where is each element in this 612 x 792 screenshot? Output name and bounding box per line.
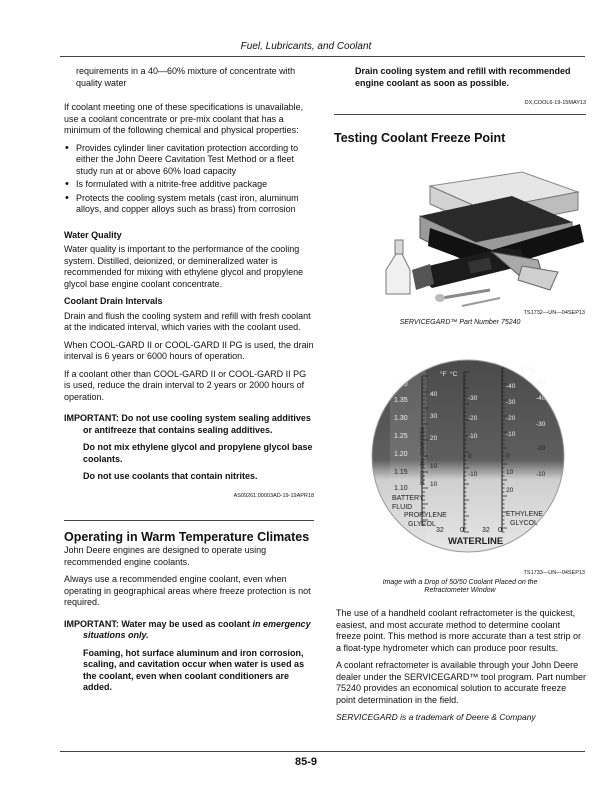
scale-value: -20: [506, 415, 516, 422]
scale-value: -20: [468, 415, 478, 422]
water-quality-text: Water quality is important to the performance of the cooling system. Distilled, deionized, or demineralized water is recommended for mixing with ethylene glycol and propylene glycol base engine coolant concentrate.: [64, 244, 304, 289]
list-item: • Protects the cooling system metals (cast iron, aluminum alloys, and copper alloys such as brass) from corrosion: [64, 193, 314, 216]
scale-label: 1.40: [394, 381, 408, 388]
scale-caption: PROPYLENE: [404, 512, 447, 519]
scale-value: 0: [498, 527, 502, 534]
coolant-requirements-paragraph: If coolant meeting one of these specifications is unavailable, use a coolant concentrate or pre-mix coolant that has a minimum of the following chemical and physical properties:: [64, 102, 304, 135]
scale-value: -40: [536, 395, 546, 402]
scale-value: -30: [506, 399, 516, 406]
waterline-label: WATERLINE: [448, 536, 504, 547]
water-quality-heading: Water Quality: [64, 229, 122, 240]
figure-caption: [334, 579, 586, 595]
scale-label: 1.35: [394, 397, 408, 404]
right-column: [334, 66, 586, 146]
other-coolant-interval-text: If a coolant other than COOL-GARD II or COOL-GARD II PG is used, reduce the drain interval to 2 years or 2000 hours of operation.: [64, 368, 307, 402]
scale-value: -20: [536, 445, 546, 452]
right-column-lower: [336, 608, 586, 730]
figure-caption-line: Image with a Drop of 50/50 Coolant Placed on the: [382, 579, 538, 586]
cont-paragraph: requirements in a 40—60% mixture of concentrate with quality water: [76, 66, 296, 88]
important-corrosion-text: Foaming, hot surface aluminum and iron corrosion, scaling, and cavitation occur when water is used as the coolant, even when coolant conditioners are added.: [83, 647, 305, 692]
important-mixing-text: Do not mix ethylene glycol and propylene glycol base coolants.: [83, 442, 313, 464]
scale-value: -10: [468, 433, 478, 440]
scale-value: -30: [468, 395, 478, 402]
scale-caption: GLYCOL: [408, 521, 436, 528]
scale-caption: ETHYLENE: [506, 511, 543, 518]
scale-value: -10: [506, 431, 516, 438]
unit-label: °C: [450, 371, 458, 378]
warm-climates-text: John Deere engines are designed to operate using recommended engine coolants.: [64, 545, 267, 567]
scale-label: 1.20: [394, 451, 408, 458]
cool-gard-interval-text: When COOL-GARD II or COOL-GARD II PG is used, the drain interval is 6 years or 6000 hours of operation.: [64, 339, 314, 361]
scale-value: 10: [430, 463, 438, 470]
important-water-text: [64, 619, 314, 642]
footer-rule: [60, 751, 585, 752]
scale-label: 1.10: [394, 485, 408, 492]
reference-code: DX,COOL6-19-15MAY13: [524, 100, 586, 106]
drain-refill-text: Drain cooling system and refill with recommended engine coolant as soon as possible.: [355, 66, 571, 88]
scale-value: 0: [460, 527, 464, 534]
scale-value: -30: [536, 421, 546, 428]
recommended-coolant-text: Always use a recommended engine coolant, even when operating in geographical areas where freeze protection is not required.: [64, 574, 311, 607]
page-number: 85-9: [294, 756, 318, 768]
list-item: • Is formulated with a nitrite-free additive package: [64, 179, 314, 191]
scale-value: 10: [430, 481, 438, 488]
list-item: • Provides cylinder liner cavitation protection according to either the John Deere Cavitation Test Method or a fleet study run at or above 60% load capacity: [64, 143, 314, 178]
left-column: [64, 66, 314, 700]
section-rule: [64, 520, 314, 521]
scale-caption: FLUID: [392, 504, 413, 511]
freeze-point-heading: Testing Coolant Freeze Point: [334, 130, 506, 145]
page-header: Fuel, Lubricants, and Coolant: [240, 41, 372, 52]
scale-label: 1.15: [394, 469, 408, 476]
important-sealing-text: IMPORTANT: Do not use cooling system sealing additives or antifreeze that contains sealing additives.: [64, 413, 311, 435]
drain-intervals-text: Drain and flush the cooling system and refill with fresh coolant at the indicated interval, which varies with the coolant used.: [64, 310, 311, 332]
scale-caption: GLYCOL: [510, 520, 538, 527]
figure-reference: TS1733—UN—04SEP13: [523, 570, 585, 576]
warm-climates-heading: Operating in Warm Temperature Climates: [64, 530, 310, 544]
scale-value: 32: [436, 527, 444, 534]
drain-intervals-heading: Coolant Drain Intervals: [64, 296, 163, 306]
important-nitrites-text: Do not use coolants that contain nitrites.: [83, 471, 258, 481]
important-water-lead: IMPORTANT: Water may be used as coolant: [64, 618, 253, 629]
scale-value: 40: [430, 391, 438, 398]
refractometer-scale-figure: [370, 358, 566, 554]
scale-value: 0: [506, 453, 510, 460]
scale-label: 1.30: [394, 415, 408, 422]
recharge-label: RECHARGE FAIR GOOD: [418, 428, 424, 486]
scale-value: -50: [536, 379, 546, 386]
important-notice-water: [64, 619, 314, 694]
scale-value: 20: [430, 435, 438, 442]
refractometer-method-text: The use of a handheld coolant refractometer is the quickest, easiest, and most accurate method to determine coolant freeze point. This method is more accurate than a test strip or a float-type hydrometer which can produce poor results.: [336, 608, 581, 653]
properties-list: [64, 143, 314, 216]
scale-value: 30: [430, 413, 438, 420]
reference-code: AS09261,00003AD-19-19APR18: [233, 492, 314, 499]
scale-value: 32: [482, 527, 490, 534]
figure-reference: TS1732—UN—04SEP13: [523, 310, 585, 316]
unit-label: °F: [440, 371, 447, 378]
unit-label: °C: [528, 367, 536, 374]
scale-value: 10: [506, 469, 514, 476]
scale-value: -40: [506, 383, 516, 390]
refractometer-kit-figure: [372, 170, 588, 315]
header-rule: [60, 56, 585, 57]
servicegard-availability-text: A coolant refractometer is available through your John Deere dealer under the SERVICEGARD™ tool program. Part number 75240 provides an economical solution to accurate freeze point determination in the field.: [336, 660, 586, 705]
scale-value: 20: [506, 487, 514, 494]
figure-caption-line: Refractometer Window: [424, 587, 496, 594]
section-rule: [334, 114, 586, 115]
important-water-emphasis: in emergency situations only.: [83, 618, 311, 640]
trademark-note: SERVICEGARD is a trademark of Deere & Company: [336, 712, 536, 722]
important-notice-sealing: [64, 413, 314, 483]
scale-caption: BATTERY: [392, 495, 424, 502]
unit-label: °F: [518, 367, 525, 374]
scale-value: -10: [536, 471, 546, 478]
scale-value: -10: [468, 471, 478, 478]
scale-label: 1.25: [394, 433, 408, 440]
scale-value: 0: [468, 453, 472, 460]
figure-caption: SERVICEGARD™ Part Number 75240: [399, 319, 521, 326]
